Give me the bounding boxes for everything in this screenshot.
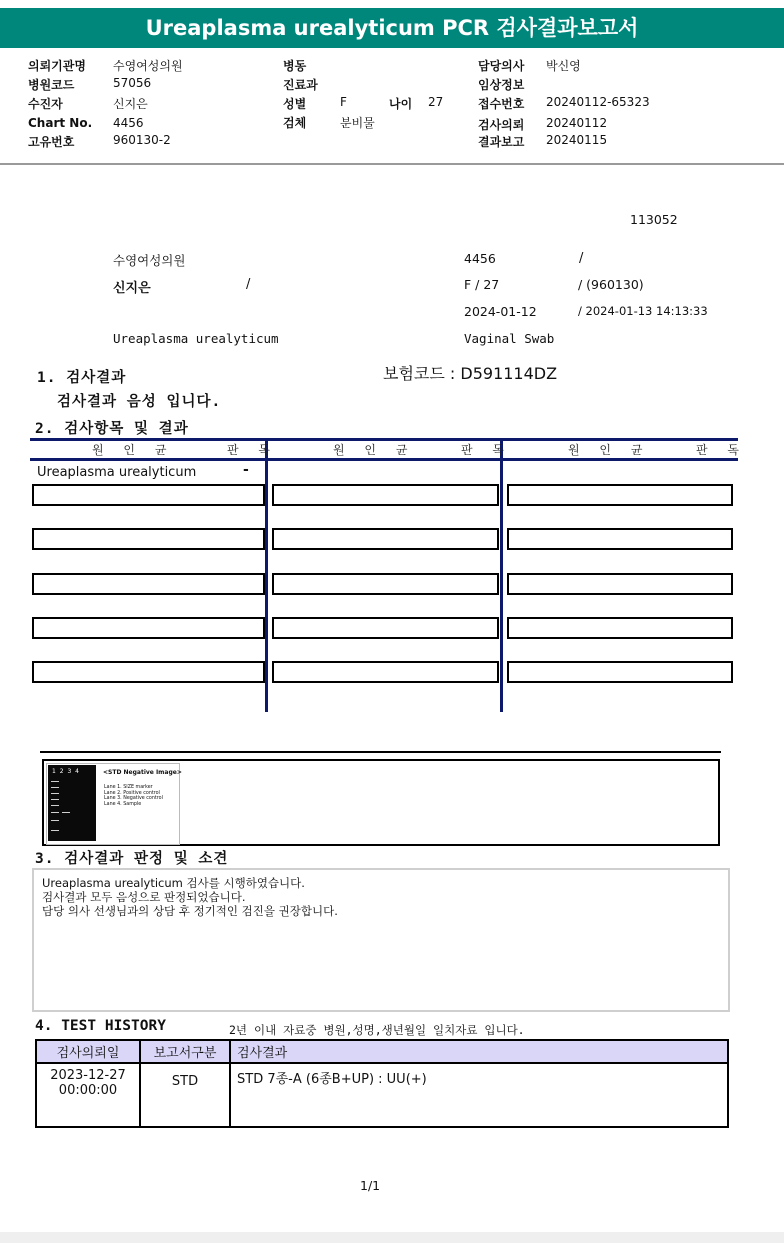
- history-table: [35, 1039, 729, 1128]
- gel-lane-numbers: 1 2 3 4: [52, 768, 80, 775]
- receipt-label: 접수번호: [478, 97, 525, 111]
- summary-date-report: / 2024-01-13 14:13:33: [578, 304, 708, 318]
- unique-label: 고유번호: [28, 135, 75, 149]
- section4-heading: 4. TEST HISTORY: [35, 1018, 166, 1034]
- summary-patient: 신지은: [113, 281, 151, 296]
- opinion-line: 검사결과 모두 음성으로 판정되었습니다.: [42, 890, 246, 904]
- gel-legend-line: Lane 2. Positive control: [104, 790, 160, 796]
- grid-header-line: [30, 458, 738, 461]
- gel-band: [51, 787, 59, 788]
- summary-test-name: Ureaplasma urealyticum: [113, 331, 279, 346]
- clinical-label: 임상정보: [478, 78, 525, 92]
- chart-value: 4456: [113, 116, 144, 130]
- col-organism-1: 원 인 균: [92, 443, 175, 457]
- unique-value: 960130-2: [113, 133, 171, 147]
- patient-value: 신지은: [113, 97, 148, 111]
- result-box: [272, 573, 499, 595]
- history-date: 2023-12-27: [50, 1068, 126, 1083]
- result-box: [272, 617, 499, 639]
- age-value: 27: [428, 95, 444, 109]
- result-box: [272, 528, 499, 550]
- result-box: [272, 484, 499, 506]
- report-date-label: 결과보고: [478, 135, 525, 149]
- gel-caption: <STD Negative Image>: [103, 769, 182, 776]
- summary-chart: 4456: [464, 251, 496, 266]
- summary-code: 113052: [630, 212, 678, 227]
- history-result: STD 7종-A (6종B+UP) : UU(+): [230, 1063, 728, 1127]
- gel-band: [51, 781, 59, 782]
- request-value: 20240112: [546, 116, 608, 130]
- result-box: [32, 484, 265, 506]
- col-judge-2: 판 독: [461, 443, 512, 457]
- section2-heading: 2. 검사항목 및 결과: [35, 421, 189, 437]
- summary-specimen: Vaginal Swab: [464, 331, 555, 346]
- request-label: 검사의뢰: [478, 118, 525, 132]
- hospital-code-label: 병원코드: [28, 78, 75, 92]
- item-organism-name: Ureaplasma urealyticum: [37, 465, 197, 480]
- history-header-row: [36, 1040, 728, 1063]
- history-note: 2년 이내 자료중 병원,성명,생년월일 일치자료 입니다.: [229, 1023, 525, 1037]
- grid-divider-1: [265, 438, 268, 712]
- history-col-result: 검사결과: [230, 1040, 728, 1063]
- opinion-line: Ureaplasma urealyticum 검사를 시행하였습니다.: [42, 876, 305, 890]
- patient-label: 수진자: [28, 97, 63, 111]
- history-col-date: 검사의뢰일: [36, 1040, 140, 1063]
- sex-label: 성별: [283, 97, 307, 111]
- section1-result: 검사결과 음성 입니다.: [57, 394, 222, 410]
- chart-label: Chart No.: [28, 116, 93, 130]
- col-judge-1: 판 독: [227, 443, 278, 457]
- history-date-cell: [36, 1063, 140, 1127]
- gel-divider-line: [40, 751, 721, 753]
- result-box: [507, 528, 733, 550]
- item-result: -: [243, 462, 249, 478]
- result-box: [507, 661, 733, 683]
- section1-heading: 1. 검사결과: [37, 370, 127, 386]
- doctor-value: 박신영: [546, 59, 581, 73]
- result-box: [32, 617, 265, 639]
- specimen-label: 검체: [283, 116, 307, 130]
- gel-band: [51, 812, 59, 813]
- institution-value: 수영여성의원: [113, 59, 183, 73]
- col-judge-3: 판 독: [696, 443, 747, 457]
- report-title: Ureaplasma urealyticum PCR 검사결과보고서: [145, 16, 639, 40]
- summary-institution: 수영여성의원: [113, 253, 186, 268]
- gel-band: [51, 793, 59, 794]
- summary-birth: / (960130): [578, 277, 644, 292]
- summary-date-request: 2024-01-12: [464, 304, 537, 319]
- gel-band: [51, 805, 59, 806]
- dept-label: 진료과: [283, 78, 318, 92]
- age-label: 나이: [389, 97, 413, 111]
- gel-band: [62, 812, 70, 813]
- result-box: [32, 528, 265, 550]
- gel-legend-line: Lane 1. SIZE marker: [104, 785, 153, 790]
- result-box: [272, 661, 499, 683]
- summary-chart-sep: /: [579, 251, 584, 266]
- history-time: 00:00:00: [58, 1083, 118, 1098]
- result-box: [507, 617, 733, 639]
- col-organism-3: 원 인 균: [568, 443, 651, 457]
- header-separator: [0, 163, 784, 165]
- gel-band: [51, 799, 59, 800]
- specimen-value: 분비물: [340, 116, 375, 130]
- history-col-type: 보고서구분: [140, 1040, 230, 1063]
- page-number: 1/1: [360, 1178, 381, 1193]
- opinion-line: 담당 의사 선생님과의 상담 후 정기적인 검진을 권장합니다.: [42, 904, 338, 918]
- gel-legend-line: Lane 4. Sample: [104, 801, 142, 807]
- result-box: [507, 573, 733, 595]
- table-row: [36, 1063, 728, 1127]
- grid-divider-2: [500, 438, 503, 712]
- history-type: STD: [140, 1063, 230, 1127]
- ward-label: 병동: [283, 59, 307, 73]
- report-date-value: 20240115: [546, 133, 608, 147]
- gel-legend: [104, 785, 163, 807]
- section3-heading: 3. 검사결과 판정 및 소견: [35, 851, 229, 867]
- sex-value: F: [340, 95, 347, 109]
- summary-sex-age: F / 27: [464, 277, 500, 292]
- col-organism-2: 원 인 균: [333, 443, 416, 457]
- doctor-label: 담당의사: [478, 59, 525, 73]
- result-box: [32, 573, 265, 595]
- receipt-value: 20240112-65323: [546, 95, 650, 109]
- opinion-box: [32, 868, 730, 1012]
- result-box: [32, 661, 265, 683]
- insurance-code: 보험코드 : D591114DZ: [383, 364, 558, 383]
- summary-patient-sep: /: [246, 277, 251, 292]
- institution-label: 의뢰기관명: [28, 59, 86, 73]
- result-box: [507, 484, 733, 506]
- hospital-code-value: 57056: [113, 76, 152, 90]
- gel-band: [51, 820, 59, 821]
- page-bottom-strip: [0, 1232, 784, 1243]
- gel-legend-line: Lane 3. Negative control: [104, 796, 163, 801]
- gel-band: [51, 830, 59, 831]
